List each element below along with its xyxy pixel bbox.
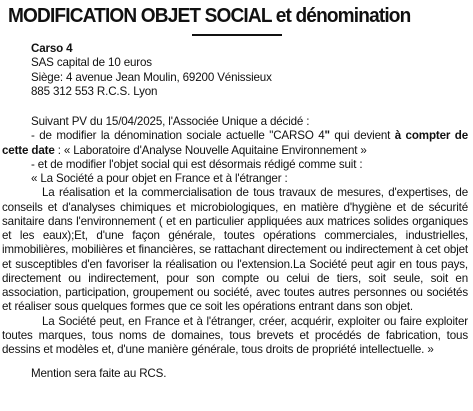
company-block bbox=[2, 42, 468, 99]
decision1-effective-date: à compter de cette date bbox=[2, 129, 468, 157]
notice-title: MODIFICATION OBJET SOCIAL et dénomination bbox=[8, 4, 411, 27]
object-paragraph-2: La Société peut, en France et à l'étranger, créer, acquérir, exploiter ou faire exploiter toutes marques, tous noms de domaines, tous brevets et procédés de fabrication, tous dessins et modèles et, d'une manière générale, tous droits de propriété intellectuelle. » bbox=[2, 314, 468, 356]
intro-paragraph: Suivant PV du 15/04/2025, l'Associée Unique a décidé : bbox=[31, 115, 310, 128]
decision-object-change: - et de modifier l'objet social qui est désormais rédigé comme suit : bbox=[31, 157, 363, 171]
object-paragraph-1: La réalisation et la commercialisation de tous travaux de mesures, d'expertises, de conseils et d'analyses chimiques et microbiologiques, en matière d'hygiène et de sécurité sanitaire dans l'environnement ( et en particulier appliquées aux matrices solides organiques et les eaux);Et, d'une façon générale, toutes opérations commerciales, industrielles, immobilières, mobilières et financières, se rattachant directement ou indirectement à cet objet et susceptibles d'en favoriser la réalisation ou l'extension.La Société peut agir en tous pays, directement ou indirectement, pour son compte ou celui de tiers, soit seule, soit en association, participation, groupement ou société, avec toutes autres personnes ou sociétés et réaliser sous quelques formes que ce soit les opérations entrant dans son objet. bbox=[2, 186, 468, 314]
title-underline bbox=[192, 34, 282, 36]
decision-name-change bbox=[2, 129, 468, 158]
company-form: SAS capital de 10 euros bbox=[31, 56, 152, 70]
decision1-start: - de modifier la dénomination sociale actuelle "CARSO 4 bbox=[31, 129, 325, 143]
notice-body bbox=[2, 42, 468, 382]
company-name: Carso 4 bbox=[31, 42, 73, 55]
company-seat: Siège: 4 avenue Jean Moulin, 69200 Vénissieux bbox=[31, 70, 272, 84]
decision1-new-name: : « Laboratoire d'Analyse Nouvelle Aquitaine Environnement » bbox=[54, 143, 367, 157]
object-intro: « La Société a pour objet en France et à l'étranger : bbox=[31, 172, 288, 185]
decision1-quote-close: " bbox=[324, 129, 330, 143]
company-rcs: 885 312 553 R.C.S. Lyon bbox=[31, 84, 158, 98]
closing-mention: Mention sera faite au RCS. bbox=[31, 367, 167, 381]
decision1-middle: qui devient bbox=[329, 129, 395, 143]
